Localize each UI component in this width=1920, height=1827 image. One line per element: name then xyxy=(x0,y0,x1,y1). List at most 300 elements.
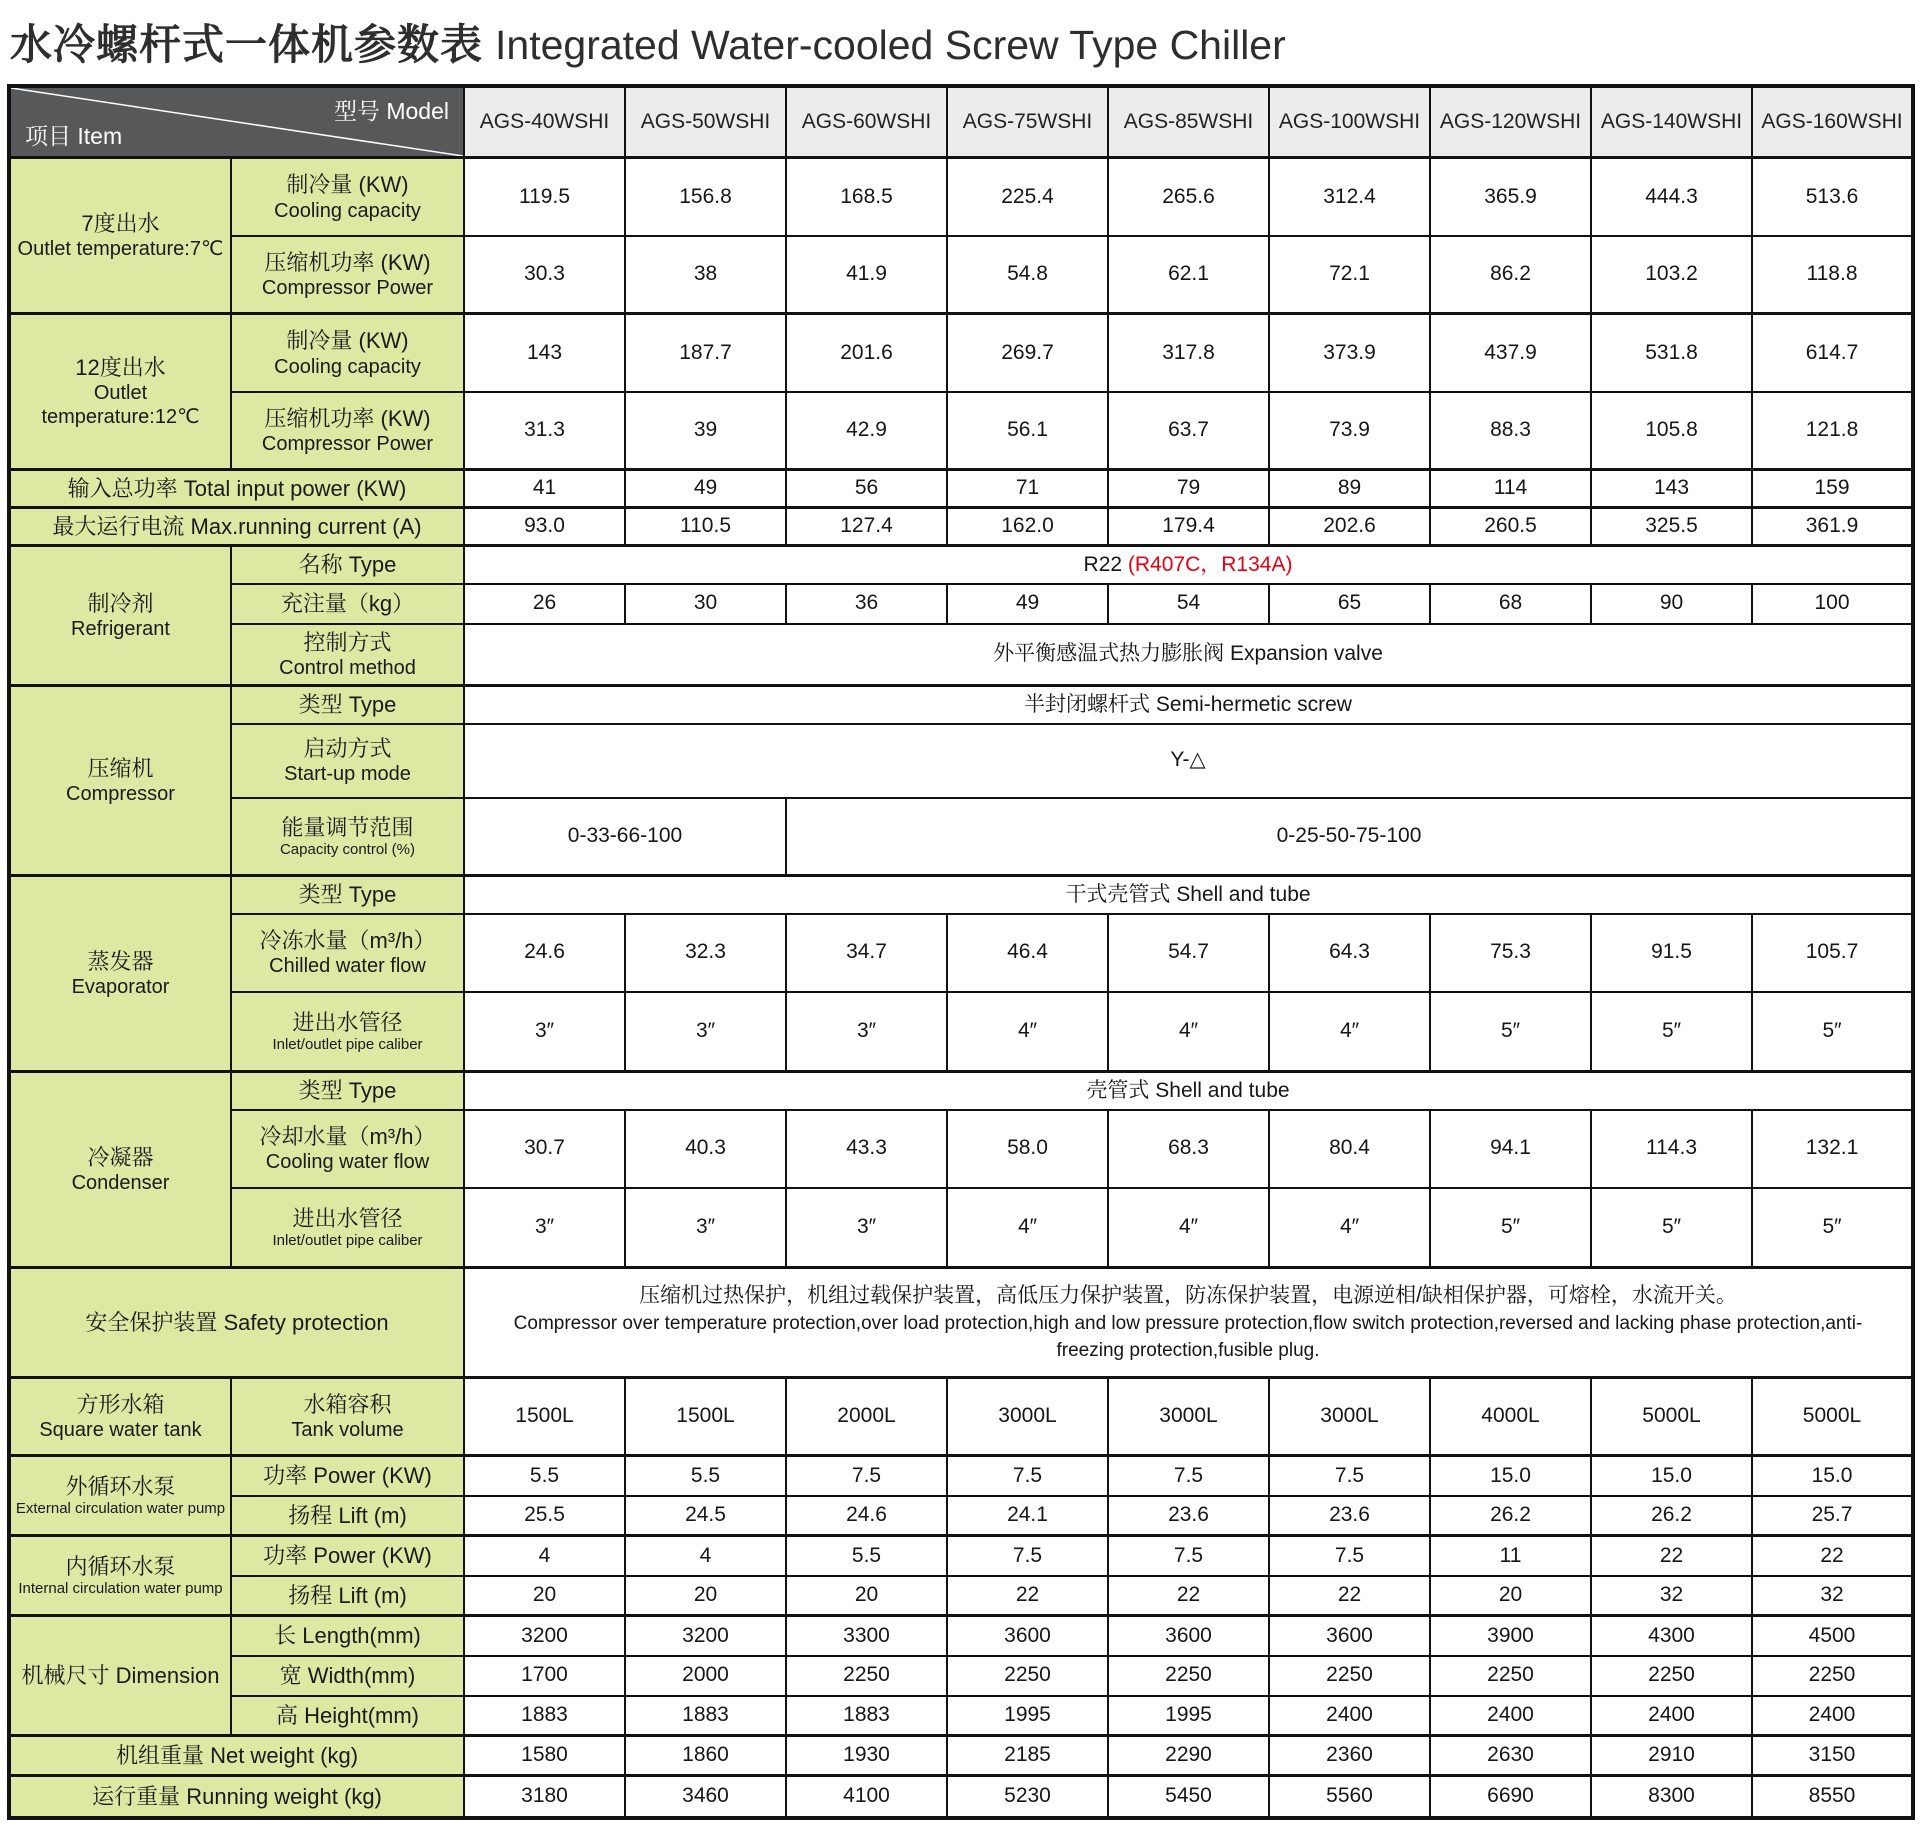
spec-value-cell xyxy=(625,914,786,992)
value-text xyxy=(467,1621,622,1651)
value-main: 3900 xyxy=(1487,1623,1534,1647)
spec-value-cell xyxy=(1269,1736,1430,1776)
value-main: 2250 xyxy=(1808,1663,1856,1687)
value-text xyxy=(1755,1541,1909,1571)
item-label-en: Cooling water flow xyxy=(265,1151,430,1174)
item-label xyxy=(231,1378,464,1456)
item-label xyxy=(231,1536,464,1576)
value-text xyxy=(628,338,783,368)
value-main: 5450 xyxy=(1165,1784,1212,1808)
value-text xyxy=(1755,1660,1909,1690)
value-main: 5″ xyxy=(1661,1215,1682,1239)
value-text xyxy=(1433,182,1588,212)
table-row xyxy=(9,1378,1913,1456)
value-main: 80.4 xyxy=(1329,1136,1370,1160)
row-label xyxy=(9,508,464,546)
value-main: 7.5 xyxy=(1173,1463,1204,1487)
item-label-en: Compressor Power xyxy=(261,277,434,299)
value-text xyxy=(1755,1500,1909,1530)
value-main: 88.3 xyxy=(1490,418,1531,442)
group-label-cn: 方形水箱 xyxy=(76,1391,165,1417)
spec-value-cell xyxy=(1430,992,1591,1072)
value-text xyxy=(1594,937,1749,967)
spec-value-cell xyxy=(786,1656,947,1696)
spec-value-cell xyxy=(1108,1378,1269,1456)
value-text xyxy=(1111,1401,1266,1431)
value-main: 1995 xyxy=(1165,1703,1212,1727)
value-main: 36 xyxy=(854,591,879,615)
value-main: 1580 xyxy=(521,1743,568,1767)
spec-value-cell xyxy=(1591,584,1752,624)
value-main: 201.6 xyxy=(840,340,893,364)
row-group-label xyxy=(9,1536,231,1616)
spec-value-cell xyxy=(625,470,786,508)
value-main: 437.9 xyxy=(1484,340,1537,364)
item-label-cn: 控制方式 xyxy=(303,629,392,655)
value-text xyxy=(1111,1781,1266,1811)
value-text xyxy=(789,1660,944,1690)
spec-value-cell xyxy=(625,1736,786,1776)
table-row xyxy=(9,1536,1913,1576)
value-main: 3000L xyxy=(998,1404,1057,1428)
spec-value-cell xyxy=(786,470,947,508)
item-header-label: 项目 Item xyxy=(25,123,123,149)
spec-value-cell xyxy=(1752,508,1913,546)
value-text xyxy=(467,821,783,851)
spec-value-cell xyxy=(786,1696,947,1736)
item-label-cn: 压缩机功率 (KW) xyxy=(264,249,431,275)
value-main: 1500L xyxy=(676,1404,735,1428)
value-text xyxy=(789,1133,944,1163)
value-main: 1860 xyxy=(682,1743,729,1767)
value-text xyxy=(789,588,944,618)
spec-value-cell xyxy=(1269,1696,1430,1736)
value-text xyxy=(950,1133,1105,1163)
spec-value-cell xyxy=(1752,1110,1913,1188)
value-text xyxy=(789,415,944,445)
value-text xyxy=(1755,1740,1909,1770)
group-label-cn: 冷凝器 xyxy=(87,1144,154,1170)
value-main: 31.3 xyxy=(524,418,565,442)
value-text xyxy=(950,1461,1105,1491)
value-text xyxy=(789,1541,944,1571)
value-main: 4″ xyxy=(1017,1215,1038,1239)
spec-value-cell xyxy=(786,314,947,392)
value-main: 5″ xyxy=(1822,1215,1842,1239)
item-label-cn: 冷却水量（m³/h） xyxy=(259,1123,436,1149)
row-label-text: 机组重量 Net weight (kg) xyxy=(115,1742,359,1768)
spec-value-cell xyxy=(947,992,1108,1072)
spec-value-cell xyxy=(1752,1656,1913,1696)
item-label-cn: 制冷量 (KW) xyxy=(286,172,409,197)
value-main: 7.5 xyxy=(1012,1543,1043,1567)
group-label-en: Internal circulation water pump xyxy=(18,1580,223,1598)
value-text xyxy=(1272,1660,1427,1690)
spec-value-cell xyxy=(625,236,786,314)
item-label xyxy=(231,584,464,624)
value-main: 22 xyxy=(1820,1543,1844,1567)
spec-value-cell xyxy=(1108,1576,1269,1616)
item-label xyxy=(231,724,464,798)
spec-value-cell xyxy=(464,1188,625,1268)
item-label xyxy=(231,1576,464,1616)
table-row xyxy=(9,1456,1913,1496)
value-main: 外平衡感温式热力膨胀阀 Expansion valve xyxy=(993,642,1383,666)
model-header: AGS-60WSHI xyxy=(786,86,947,158)
spec-value-cell xyxy=(947,1188,1108,1268)
group-label-cn: 外循环水泵 xyxy=(65,1473,176,1499)
value-text xyxy=(1111,1461,1266,1491)
value-text xyxy=(467,937,622,967)
value-main: 168.5 xyxy=(840,184,893,208)
value-main: 325.5 xyxy=(1645,514,1698,538)
value-main: 103.2 xyxy=(1645,262,1698,286)
value-main: 5.5 xyxy=(851,1543,882,1567)
value-text xyxy=(1433,1016,1588,1046)
spec-value-cell xyxy=(1108,392,1269,470)
spec-value-cell xyxy=(1108,1696,1269,1736)
spec-value-cell xyxy=(464,798,786,876)
value-text xyxy=(467,1016,622,1046)
spec-value-cell xyxy=(1752,314,1913,392)
spec-value-cell xyxy=(625,392,786,470)
value-text xyxy=(467,473,622,503)
item-label-cn: 冷冻水量（m³/h） xyxy=(259,927,436,953)
value-text xyxy=(467,1541,622,1571)
value-text xyxy=(1111,588,1266,618)
item-label xyxy=(231,1072,464,1110)
item-label xyxy=(231,314,464,392)
value-text xyxy=(1594,1212,1749,1242)
spec-value-cell xyxy=(947,470,1108,508)
spec-value-cell xyxy=(1269,392,1430,470)
item-label-cn: 扬程 Lift (m) xyxy=(288,1502,407,1528)
value-text xyxy=(628,1740,783,1770)
value-main: 15.0 xyxy=(1811,1463,1853,1487)
spec-value-cell xyxy=(1269,1378,1430,1456)
row-label-text: 安全保护装置 Safety protection xyxy=(85,1309,389,1335)
spec-value-cell xyxy=(1269,914,1430,992)
value-main: 30.3 xyxy=(524,262,565,286)
value-main: 3″ xyxy=(695,1215,716,1239)
value-main: 159 xyxy=(1814,476,1850,500)
value-text xyxy=(1272,1700,1427,1730)
spec-value-cell xyxy=(1591,1536,1752,1576)
model-header: AGS-160WSHI xyxy=(1752,86,1913,158)
value-main: 4100 xyxy=(843,1784,890,1808)
spec-value-cell xyxy=(1591,508,1752,546)
value-text xyxy=(467,1580,622,1610)
value-text xyxy=(950,259,1105,289)
table-row xyxy=(9,1110,1913,1188)
spec-value-cell xyxy=(947,1110,1108,1188)
spec-value-cell xyxy=(1591,1576,1752,1616)
spec-value-cell xyxy=(1430,1656,1591,1696)
value-text xyxy=(1272,415,1427,445)
spec-value-cell xyxy=(1591,1188,1752,1268)
value-main: 62.1 xyxy=(1168,262,1209,286)
spec-value-cell xyxy=(1269,584,1430,624)
value-text xyxy=(1111,1212,1266,1242)
value-text xyxy=(1433,1133,1588,1163)
value-main: 118.8 xyxy=(1806,262,1858,286)
value-main: 半封闭螺杆式 Semi-hermetic screw xyxy=(1024,692,1352,716)
value-text xyxy=(1111,182,1266,212)
value-main: 56 xyxy=(854,476,879,500)
value-main: 531.8 xyxy=(1645,340,1698,364)
spec-value-cell xyxy=(786,1776,947,1818)
item-label-en: Inlet/outlet pipe caliber xyxy=(272,1036,423,1053)
spec-value-cell xyxy=(464,1496,625,1536)
spec-value-cell xyxy=(947,1456,1108,1496)
value-main: 65 xyxy=(1337,591,1362,615)
value-text xyxy=(1433,1781,1588,1811)
value-text xyxy=(628,259,783,289)
value-text xyxy=(1111,1740,1266,1770)
value-text xyxy=(789,1700,944,1730)
value-text xyxy=(1594,1781,1749,1811)
value-main: 513.6 xyxy=(1805,184,1859,208)
value-main: 22 xyxy=(1659,1543,1684,1567)
spec-value-cell xyxy=(1591,1656,1752,1696)
value-main: 干式壳管式 Shell and tube xyxy=(1065,882,1311,906)
spec-value-cell xyxy=(1108,1616,1269,1656)
item-label-cn: 进出水管径 xyxy=(292,1205,403,1231)
value-text xyxy=(467,182,622,212)
value-text xyxy=(1755,473,1909,503)
item-label-en: Chilled water flow xyxy=(269,955,426,978)
value-text xyxy=(1272,511,1427,541)
spec-value-cell xyxy=(1108,1736,1269,1776)
value-main: 105.8 xyxy=(1645,418,1698,442)
spec-value-cell xyxy=(786,1188,947,1268)
item-label xyxy=(231,914,464,992)
row-group-label xyxy=(9,158,231,314)
spec-value-cell xyxy=(786,158,947,236)
value-text xyxy=(1755,182,1909,212)
spec-value-cell xyxy=(464,914,625,992)
value-main: 1883 xyxy=(843,1703,890,1727)
model-header-row xyxy=(9,86,1913,158)
spec-value-cell xyxy=(464,546,1913,584)
value-main: 361.9 xyxy=(1805,514,1859,538)
row-group-label xyxy=(9,314,231,470)
table-row xyxy=(9,798,1913,876)
spec-value-cell xyxy=(1269,992,1430,1072)
value-main: 94.1 xyxy=(1490,1136,1531,1160)
spec-value-cell xyxy=(1108,470,1269,508)
value-text xyxy=(628,1580,783,1610)
item-label-cn: 启动方式 xyxy=(303,735,392,761)
value-text xyxy=(950,1212,1105,1242)
value-text xyxy=(467,1781,622,1811)
value-main: 54 xyxy=(1176,591,1201,615)
value-text xyxy=(950,1401,1105,1431)
value-main: 2400 xyxy=(1648,1703,1695,1727)
value-main: 73.9 xyxy=(1329,418,1370,442)
row-group-label xyxy=(9,1072,231,1268)
spec-value-cell xyxy=(1430,236,1591,314)
spec-value-cell xyxy=(1752,1378,1913,1456)
item-label-en: Compressor Power xyxy=(261,433,434,455)
value-main: 64.3 xyxy=(1329,940,1370,964)
spec-value-cell xyxy=(947,914,1108,992)
group-label-en: Outlet temperature:12℃ xyxy=(41,382,200,429)
spec-value-cell xyxy=(1430,470,1591,508)
value-text xyxy=(1272,259,1427,289)
spec-value-cell xyxy=(1269,1456,1430,1496)
spec-value-cell xyxy=(1430,158,1591,236)
value-text xyxy=(950,1621,1105,1651)
value-main: 179.4 xyxy=(1162,514,1215,538)
value-text xyxy=(1433,1401,1588,1431)
spec-value-cell xyxy=(947,1736,1108,1776)
value-main: 5000L xyxy=(1642,1404,1701,1428)
value-text xyxy=(950,1700,1105,1730)
value-text xyxy=(628,1212,783,1242)
spec-value-cell xyxy=(947,1576,1108,1616)
spec-value-cell xyxy=(464,1776,625,1818)
value-main: 7.5 xyxy=(851,1463,882,1487)
value-text xyxy=(950,1541,1105,1571)
item-label xyxy=(231,1188,464,1268)
value-main: 4 xyxy=(538,1543,551,1567)
value-text xyxy=(1433,1700,1588,1730)
value-text xyxy=(1272,937,1427,967)
item-label xyxy=(231,992,464,1072)
value-text xyxy=(1433,1660,1588,1690)
spec-value-cell xyxy=(947,584,1108,624)
value-text xyxy=(789,1580,944,1610)
value-main: 58.0 xyxy=(1007,1136,1048,1160)
value-text xyxy=(789,1500,944,1530)
value-text xyxy=(467,550,1909,580)
value-text xyxy=(1594,1660,1749,1690)
spec-value-cell xyxy=(1591,1736,1752,1776)
value-text xyxy=(467,690,1909,720)
value-main: 3600 xyxy=(1165,1623,1212,1647)
value-main: 34.7 xyxy=(846,940,887,964)
value-main: 4500 xyxy=(1808,1623,1856,1647)
item-label-cn: 长 Length(mm) xyxy=(274,1623,421,1648)
page-title xyxy=(0,0,1920,82)
value-main: 22 xyxy=(1337,1583,1362,1607)
item-label xyxy=(231,1456,464,1496)
spec-value-cell xyxy=(1269,1188,1430,1268)
item-label-cn: 扬程 Lift (m) xyxy=(288,1582,407,1608)
value-text xyxy=(467,1076,1909,1106)
row-label xyxy=(9,470,464,508)
value-main: 365.9 xyxy=(1484,184,1537,208)
table-row xyxy=(9,314,1913,392)
value-main: 41.9 xyxy=(846,262,887,286)
item-label-cn: 能量调节范围 xyxy=(281,814,414,840)
item-label xyxy=(231,392,464,470)
value-text xyxy=(1111,1500,1266,1530)
value-main: 6690 xyxy=(1487,1784,1534,1808)
value-text xyxy=(789,821,1909,851)
value-text xyxy=(467,338,622,368)
value-main: 40.3 xyxy=(685,1136,726,1160)
value-text xyxy=(950,182,1105,212)
value-main: 79 xyxy=(1176,476,1201,500)
value-text xyxy=(1755,259,1909,289)
value-text xyxy=(467,1212,622,1242)
spec-value-cell xyxy=(1108,1110,1269,1188)
item-label-cn: 类型 Type xyxy=(298,882,397,907)
spec-value-cell xyxy=(1430,1496,1591,1536)
table-row xyxy=(9,1736,1913,1776)
value-text xyxy=(1594,1461,1749,1491)
value-text xyxy=(628,1541,783,1571)
table-row xyxy=(9,1776,1913,1818)
value-text xyxy=(1594,1500,1749,1530)
value-main: 7.5 xyxy=(1173,1543,1204,1567)
spec-value-cell xyxy=(1430,392,1591,470)
value-main: 1883 xyxy=(521,1703,568,1727)
value-main: 32.3 xyxy=(685,940,726,964)
value-text xyxy=(1594,473,1749,503)
value-main: 2630 xyxy=(1487,1743,1534,1767)
spec-value-cell xyxy=(947,1696,1108,1736)
value-text xyxy=(1755,1700,1909,1730)
value-main: 93.0 xyxy=(524,514,565,538)
spec-value-cell xyxy=(1269,1656,1430,1696)
value-text xyxy=(1272,1740,1427,1770)
value-main: 2250 xyxy=(1487,1663,1534,1687)
item-label-cn: 类型 Type xyxy=(298,692,397,717)
spec-value-cell xyxy=(464,1378,625,1456)
spec-value-cell xyxy=(786,508,947,546)
spec-value-cell xyxy=(1430,584,1591,624)
value-text xyxy=(1594,1621,1749,1651)
spec-value-cell xyxy=(464,392,625,470)
value-text xyxy=(1272,588,1427,618)
value-sub: Compressor over temperature protection,over load protection,high and low pressure protection,flow switch protection,reversed and lacking phase protection,anti-freezing protection,fusible plug. xyxy=(513,1313,1863,1361)
value-main: 25.7 xyxy=(1811,1503,1853,1527)
item-label xyxy=(231,876,464,914)
spec-value-cell xyxy=(1752,1576,1913,1616)
row-group-label xyxy=(9,1378,231,1456)
spec-value-cell xyxy=(464,724,1913,798)
value-text xyxy=(467,745,1909,775)
value-text xyxy=(1111,259,1266,289)
value-text xyxy=(789,1740,944,1770)
value-main: 119.5 xyxy=(519,184,570,208)
value-text xyxy=(628,511,783,541)
value-text xyxy=(467,1500,622,1530)
value-text xyxy=(1272,1461,1427,1491)
value-main: 4″ xyxy=(1017,1019,1038,1043)
value-text xyxy=(467,1461,622,1491)
value-text xyxy=(1594,338,1749,368)
value-main: 49 xyxy=(1015,591,1040,615)
value-main: 162.0 xyxy=(1001,514,1054,538)
spec-value-cell xyxy=(786,1110,947,1188)
value-text xyxy=(789,338,944,368)
item-label-cn: 进出水管径 xyxy=(292,1009,403,1035)
spec-value-cell xyxy=(1591,1110,1752,1188)
value-text xyxy=(950,415,1105,445)
spec-value-cell xyxy=(464,1736,625,1776)
value-main: 105.7 xyxy=(1805,940,1859,964)
table-row xyxy=(9,1188,1913,1268)
value-main: 132.1 xyxy=(1805,1136,1859,1160)
spec-table xyxy=(7,84,1915,1820)
table-row xyxy=(9,1496,1913,1536)
value-main: 63.7 xyxy=(1168,418,1209,442)
table-row xyxy=(9,1576,1913,1616)
